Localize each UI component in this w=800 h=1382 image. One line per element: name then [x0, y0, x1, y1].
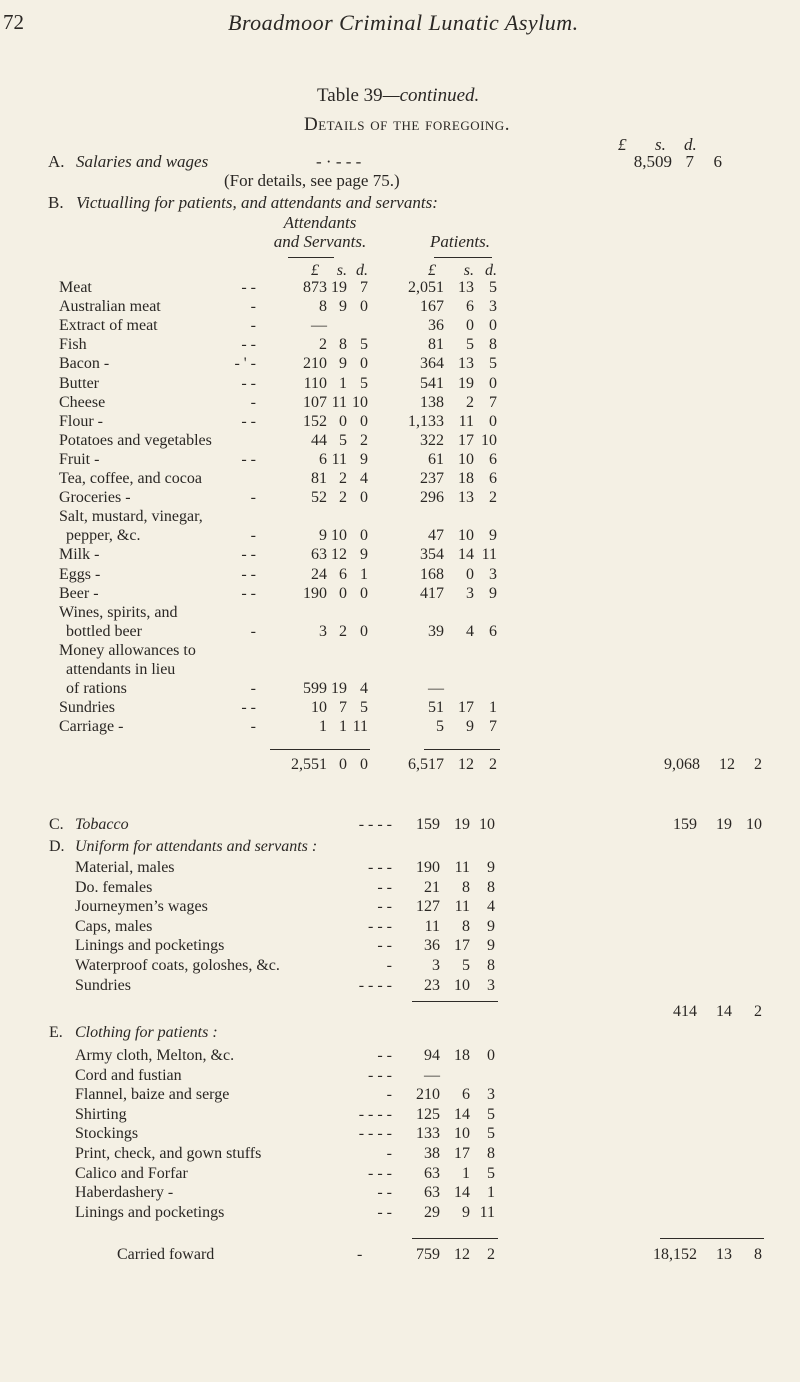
carried-forward-sub-pounds: 759 — [416, 1246, 440, 1263]
patients-shillings: 14 — [458, 546, 474, 563]
c-total-pounds: 159 — [673, 816, 697, 833]
d-row-dashes: - - - - — [358, 977, 392, 994]
c-label: Tobacco — [75, 816, 129, 833]
table-title — [317, 86, 479, 105]
row-dashes: - — [250, 527, 256, 544]
details-heading: Details of the foregoing. — [304, 114, 510, 135]
attendants-pence: 0 — [360, 585, 368, 602]
attendants-total-pounds: 2,551 — [291, 756, 327, 773]
d-row-pence: 4 — [487, 898, 495, 915]
patients-shillings: 13 — [458, 279, 474, 296]
e-label: Clothing for patients : — [75, 1024, 218, 1041]
patients-pounds: 36 — [428, 317, 444, 334]
attendants-shillings: 0 — [339, 585, 347, 602]
a-note: (For details, see page 75.) — [224, 171, 400, 190]
patients-shillings: 2 — [466, 394, 474, 411]
d-row-dashes: - - — [377, 898, 392, 915]
attendants-shillings: 10 — [331, 527, 347, 544]
patients-shillings: 4 — [466, 623, 474, 640]
patients-pounds-head: £ — [428, 262, 436, 279]
d-row-pence: 9 — [487, 918, 495, 935]
attendants-pence: 10 — [352, 394, 368, 411]
carried-forward-dash: - — [357, 1246, 363, 1263]
row-label: bottled beer — [66, 623, 142, 640]
c-total-pence: 10 — [746, 816, 762, 833]
row-dashes: - - — [241, 699, 256, 716]
b-col-head-attendants-2: and Servants. — [273, 232, 367, 251]
patients-pence: 0 — [489, 375, 497, 392]
d-row-pounds: 11 — [424, 918, 440, 935]
row-label: Sundries — [59, 699, 115, 716]
patients-pence: 5 — [489, 279, 497, 296]
patients-pence: 8 — [489, 336, 497, 353]
attendants-pounds: 24 — [311, 566, 327, 583]
patients-shillings: 13 — [458, 355, 474, 372]
patients-pence: 11 — [481, 546, 497, 563]
attendants-pounds: 52 — [311, 489, 327, 506]
patients-pence: 2 — [489, 489, 497, 506]
e-row-pounds: 38 — [424, 1145, 440, 1162]
d-row-label: Caps, males — [75, 918, 153, 935]
carried-forward-total-pounds: 18,152 — [653, 1246, 697, 1263]
row-label: Extract of meat — [59, 317, 158, 334]
attendants-pounds: 1 — [319, 718, 327, 735]
b-grand-total-pence: 2 — [754, 756, 762, 773]
d-label: Uniform for attendants and servants : — [75, 838, 318, 855]
attendants-shillings: 2 — [339, 470, 347, 487]
patients-pence: 10 — [481, 432, 497, 449]
row-label: Fish — [59, 336, 87, 353]
attendants-pence: 0 — [360, 623, 368, 640]
d-row-pence: 9 — [487, 937, 495, 954]
e-row-dashes: - - — [377, 1204, 392, 1221]
a-total-shillings: 7 — [685, 152, 694, 171]
d-row-pounds: 190 — [416, 859, 440, 876]
a-total-pence: 6 — [713, 152, 722, 171]
d-row-dashes: - - - — [368, 859, 392, 876]
attendants-pence: 0 — [360, 413, 368, 430]
patients-pounds: 138 — [420, 394, 444, 411]
attendants-total-pence: 0 — [360, 756, 368, 773]
attendants-pounds: 44 — [311, 432, 327, 449]
attendants-shillings: 9 — [339, 355, 347, 372]
patients-pounds: 322 — [420, 432, 444, 449]
table-title-continued: —continued. — [382, 85, 480, 106]
e-row-label: Stockings — [75, 1125, 139, 1142]
row-label: Carriage - — [59, 718, 124, 735]
d-row-pounds: 3 — [432, 957, 440, 974]
attendants-pounds: 110 — [303, 375, 327, 392]
row-label: Money allowances to — [59, 642, 196, 659]
attendants-shillings-head: s. — [336, 262, 347, 279]
attendants-shillings: 0 — [339, 413, 347, 430]
patients-pounds: 61 — [428, 451, 444, 468]
d-row-shillings: 11 — [454, 898, 470, 915]
attendants-pounds: 190 — [303, 585, 327, 602]
attendants-shillings: 11 — [331, 451, 347, 468]
patients-pounds: 5 — [436, 718, 444, 735]
attendants-pounds: 210 — [303, 355, 327, 372]
row-dashes: - — [250, 718, 256, 735]
attendants-pounds: 10 — [311, 699, 327, 716]
e-row-shillings: 9 — [462, 1204, 470, 1221]
attendants-pence: 11 — [352, 718, 368, 735]
e-row-pence: 5 — [487, 1165, 495, 1182]
d-total-pence: 2 — [754, 1003, 762, 1020]
e-row-label: Linings and pocketings — [75, 1204, 225, 1221]
b-col-head-attendants-1: Attendants — [283, 213, 357, 232]
row-label: attendants in lieu — [66, 661, 176, 678]
e-row-pence: 11 — [479, 1204, 495, 1221]
row-label: Fruit - — [59, 451, 100, 468]
carried-forward-total-shillings: 13 — [716, 1246, 732, 1263]
row-dashes: - — [250, 298, 256, 315]
row-dashes: - - — [241, 413, 256, 430]
patients-shillings: 18 — [458, 470, 474, 487]
carried-forward-sub-shillings: 12 — [454, 1246, 470, 1263]
row-label: Groceries - — [59, 489, 131, 506]
d-row-label: Linings and pocketings — [75, 937, 225, 954]
d-row-pence: 8 — [487, 957, 495, 974]
sum-rule — [660, 1238, 764, 1239]
attendants-shillings: 2 — [339, 489, 347, 506]
e-row-shillings: 18 — [454, 1047, 470, 1064]
patients-pounds: — — [428, 680, 444, 697]
e-row-pence: 3 — [487, 1086, 495, 1103]
e-row-shillings: 6 — [462, 1086, 470, 1103]
b-col-head-patients: Patients. — [430, 232, 490, 251]
row-dashes: - ' - — [234, 355, 256, 372]
row-label: Cheese — [59, 394, 106, 411]
attendants-pounds: 2 — [319, 336, 327, 353]
a-label: Salaries and wages — [76, 152, 209, 171]
attendants-shillings: 6 — [339, 566, 347, 583]
d-row-shillings: 11 — [454, 859, 470, 876]
e-row-pounds: 125 — [416, 1106, 440, 1123]
e-row-label: Army cloth, Melton, &c. — [75, 1047, 235, 1064]
e-row-pounds: — — [424, 1067, 440, 1084]
d-row-dashes: - - - — [368, 918, 392, 935]
e-row-label: Haberdashery - — [75, 1184, 174, 1201]
carried-forward-sub-pence: 2 — [487, 1246, 495, 1263]
attendants-pence: 5 — [360, 699, 368, 716]
d-row-label: Waterproof coats, goloshes, &c. — [75, 957, 280, 974]
patients-shillings: 17 — [458, 432, 474, 449]
row-label: Eggs - — [59, 566, 101, 583]
attendants-pounds: 599 — [303, 680, 327, 697]
e-row-pence: 0 — [487, 1047, 495, 1064]
e-row-dashes: - - - - — [358, 1106, 392, 1123]
patients-pence: 7 — [489, 394, 497, 411]
attendants-pence: 2 — [360, 432, 368, 449]
b-letter: B. — [48, 193, 64, 212]
row-label: Meat — [59, 279, 92, 296]
patients-pence: 6 — [489, 470, 497, 487]
row-dashes: - — [250, 394, 256, 411]
patients-total-pence: 2 — [489, 756, 497, 773]
patients-shillings: 10 — [458, 451, 474, 468]
patients-pounds: 237 — [420, 470, 444, 487]
row-label: pepper, &c. — [66, 527, 141, 544]
d-row-label: Material, males — [75, 859, 175, 876]
patients-pounds: 39 — [428, 623, 444, 640]
row-label: Butter — [59, 375, 99, 392]
patients-pounds: 2,051 — [408, 279, 444, 296]
carried-forward-label: Carried foward — [117, 1246, 215, 1263]
attendants-pounds: — — [311, 317, 327, 334]
row-label: Salt, mustard, vinegar, — [59, 508, 203, 525]
patients-total-shillings: 12 — [458, 756, 474, 773]
patients-pence: 9 — [489, 585, 497, 602]
patients-pence: 0 — [489, 413, 497, 430]
patients-shillings: 13 — [458, 489, 474, 506]
e-row-dashes: - - - - — [358, 1125, 392, 1142]
patients-pence: 0 — [489, 317, 497, 334]
e-row-pounds: 29 — [424, 1204, 440, 1221]
patients-pounds: 167 — [420, 298, 444, 315]
patients-pence-head: d. — [485, 262, 497, 279]
attendants-shillings: 2 — [339, 623, 347, 640]
d-row-pounds: 36 — [424, 937, 440, 954]
attendants-shillings: 12 — [331, 546, 347, 563]
d-row-pence: 3 — [487, 977, 495, 994]
attendants-shillings: 8 — [339, 336, 347, 353]
patients-pounds: 168 — [420, 566, 444, 583]
patients-shillings: 0 — [466, 566, 474, 583]
patients-shillings: 10 — [458, 527, 474, 544]
d-row-shillings: 8 — [462, 879, 470, 896]
patients-shillings-head: s. — [463, 262, 474, 279]
attendants-pence: 9 — [360, 546, 368, 563]
sum-rule — [412, 1238, 498, 1239]
patients-pence: 1 — [489, 699, 497, 716]
row-label: of rations — [66, 680, 127, 697]
c-sub-pounds: 159 — [416, 816, 440, 833]
e-row-label: Calico and Forfar — [75, 1165, 188, 1182]
attendants-pence: 1 — [360, 566, 368, 583]
attendants-pence: 5 — [360, 375, 368, 392]
b-label: Victualling for patients, and attendants and servants: — [76, 193, 438, 212]
e-row-shillings: 14 — [454, 1106, 470, 1123]
patients-pence: 3 — [489, 566, 497, 583]
row-label: Flour - — [59, 413, 103, 430]
sum-rule — [412, 1001, 498, 1002]
table-title-text: Table 39 — [317, 85, 383, 106]
sum-rule — [424, 749, 500, 750]
row-dashes: - - — [241, 585, 256, 602]
a-total-pounds: 8,509 — [633, 152, 672, 171]
row-dashes: - - — [241, 451, 256, 468]
attendants-shillings: 9 — [339, 298, 347, 315]
e-row-pounds: 210 — [416, 1086, 440, 1103]
d-row-dashes: - - — [377, 879, 392, 896]
attendants-pounds: 9 — [319, 527, 327, 544]
d-row-shillings: 5 — [462, 957, 470, 974]
e-row-dashes: - — [386, 1086, 392, 1103]
running-title: Broadmoor Criminal Lunatic Asylum. — [228, 10, 579, 35]
attendants-pence-head: d. — [356, 262, 368, 279]
patients-pence: 6 — [489, 623, 497, 640]
e-row-pence: 5 — [487, 1106, 495, 1123]
row-dashes: - — [250, 489, 256, 506]
row-label: Milk - — [59, 546, 100, 563]
patients-pounds: 1,133 — [408, 413, 444, 430]
row-dashes: - - — [241, 279, 256, 296]
e-row-shillings: 1 — [462, 1165, 470, 1182]
d-row-shillings: 10 — [454, 977, 470, 994]
e-row-pence: 1 — [487, 1184, 495, 1201]
a-letter: A. — [48, 152, 65, 171]
e-row-label: Cord and fustian — [75, 1067, 182, 1084]
carried-forward-total-pence: 8 — [754, 1246, 762, 1263]
d-total-pounds: 414 — [673, 1003, 697, 1020]
attendants-pence: 0 — [360, 527, 368, 544]
patients-pence: 7 — [489, 718, 497, 735]
d-row-label: Do. females — [75, 879, 153, 896]
patients-shillings: 0 — [466, 317, 474, 334]
row-label: Tea, coffee, and cocoa — [59, 470, 202, 487]
attendants-pence: 0 — [360, 489, 368, 506]
c-total-shillings: 19 — [716, 816, 732, 833]
e-row-dashes: - - — [377, 1184, 392, 1201]
d-row-pence: 9 — [487, 859, 495, 876]
attendants-shillings: 7 — [339, 699, 347, 716]
row-dashes: - — [250, 623, 256, 640]
e-row-pounds: 94 — [424, 1047, 440, 1064]
a-dashes: - · - - - — [316, 152, 362, 171]
patients-pence: 5 — [489, 355, 497, 372]
attendants-shillings: 11 — [331, 394, 347, 411]
attendants-pounds: 3 — [319, 623, 327, 640]
row-label: Beer - — [59, 585, 99, 602]
patients-shillings: 17 — [458, 699, 474, 716]
patients-shillings: 9 — [466, 718, 474, 735]
attendants-total-shillings: 0 — [339, 756, 347, 773]
attendants-pounds: 152 — [303, 413, 327, 430]
row-dashes: - — [250, 680, 256, 697]
attendants-pence: 4 — [360, 470, 368, 487]
attendants-pence: 9 — [360, 451, 368, 468]
attendants-shillings: 1 — [339, 375, 347, 392]
d-row-dashes: - — [386, 957, 392, 974]
attendants-pounds: 63 — [311, 546, 327, 563]
attendants-pounds: 107 — [303, 394, 327, 411]
attendants-pence: 5 — [360, 336, 368, 353]
attendants-pounds: 8 — [319, 298, 327, 315]
b-grand-total-pounds: 9,068 — [664, 756, 700, 773]
d-row-shillings: 8 — [462, 918, 470, 935]
patients-pounds: 354 — [420, 546, 444, 563]
row-dashes: - — [250, 317, 256, 334]
e-row-dashes: - — [386, 1145, 392, 1162]
e-row-shillings: 17 — [454, 1145, 470, 1162]
e-row-pence: 8 — [487, 1145, 495, 1162]
e-row-pounds: 63 — [424, 1165, 440, 1182]
d-row-dashes: - - — [377, 937, 392, 954]
attendants-pounds-head: £ — [311, 262, 319, 279]
row-dashes: - - — [241, 546, 256, 563]
patients-shillings: 3 — [466, 585, 474, 602]
d-letter: D. — [49, 838, 65, 855]
patients-shillings: 6 — [466, 298, 474, 315]
patients-pounds: 364 — [420, 355, 444, 372]
patients-pounds: 296 — [420, 489, 444, 506]
d-row-pounds: 127 — [416, 898, 440, 915]
attendants-pounds: 6 — [319, 451, 327, 468]
sum-rule — [270, 749, 370, 750]
c-dashes: - - - - — [358, 816, 392, 833]
row-label: Wines, spirits, and — [59, 604, 178, 621]
patients-pence: 3 — [489, 298, 497, 315]
patients-shillings: 11 — [458, 413, 474, 430]
e-row-shillings: 10 — [454, 1125, 470, 1142]
d-total-shillings: 14 — [716, 1003, 732, 1020]
page-number: 72 — [3, 10, 24, 34]
row-label: Potatoes and vegetables — [59, 432, 212, 449]
e-row-dashes: - - — [377, 1047, 392, 1064]
patients-pounds: 417 — [420, 585, 444, 602]
patients-pounds: 541 — [420, 375, 444, 392]
e-letter: E. — [49, 1024, 63, 1041]
attendants-pounds: 873 — [303, 279, 327, 296]
e-row-dashes: - - - — [368, 1165, 392, 1182]
patients-pounds: 47 — [428, 527, 444, 544]
e-row-shillings: 14 — [454, 1184, 470, 1201]
c-letter: C. — [49, 816, 64, 833]
d-row-pounds: 21 — [424, 879, 440, 896]
e-row-label: Print, check, and gown stuffs — [75, 1145, 262, 1162]
e-row-pence: 5 — [487, 1125, 495, 1142]
b-grand-total-shillings: 12 — [719, 756, 735, 773]
attendants-shillings: 19 — [331, 680, 347, 697]
patients-shillings: 19 — [458, 375, 474, 392]
e-row-pounds: 63 — [424, 1184, 440, 1201]
d-row-shillings: 17 — [454, 937, 470, 954]
attendants-shillings: 5 — [339, 432, 347, 449]
c-sub-pence: 10 — [479, 816, 495, 833]
d-row-pounds: 23 — [424, 977, 440, 994]
row-dashes: - - — [241, 336, 256, 353]
patients-shillings: 5 — [466, 336, 474, 353]
d-row-label: Journeymen’s wages — [75, 898, 208, 915]
c-sub-shillings: 19 — [454, 816, 470, 833]
e-row-pounds: 133 — [416, 1125, 440, 1142]
attendants-pounds: 81 — [311, 470, 327, 487]
row-dashes: - - — [241, 375, 256, 392]
attendants-pence: 4 — [360, 680, 368, 697]
attendants-shillings: 1 — [339, 718, 347, 735]
attendants-shillings: 19 — [331, 279, 347, 296]
row-label: Australian meat — [59, 298, 161, 315]
patients-pence: 6 — [489, 451, 497, 468]
patients-total-pounds: 6,517 — [408, 756, 444, 773]
row-label: Bacon - — [59, 355, 110, 372]
patients-pounds: 51 — [428, 699, 444, 716]
attendants-pence: 7 — [360, 279, 368, 296]
attendants-pence: 0 — [360, 298, 368, 315]
row-dashes: - - — [241, 566, 256, 583]
e-row-label: Flannel, baize and serge — [75, 1086, 230, 1103]
e-row-label: Shirting — [75, 1106, 127, 1123]
attendants-pence: 0 — [360, 355, 368, 372]
patients-pence: 9 — [489, 527, 497, 544]
e-row-dashes: - - - — [368, 1067, 392, 1084]
d-row-pence: 8 — [487, 879, 495, 896]
d-row-label: Sundries — [75, 977, 131, 994]
patients-pounds: 81 — [428, 336, 444, 353]
